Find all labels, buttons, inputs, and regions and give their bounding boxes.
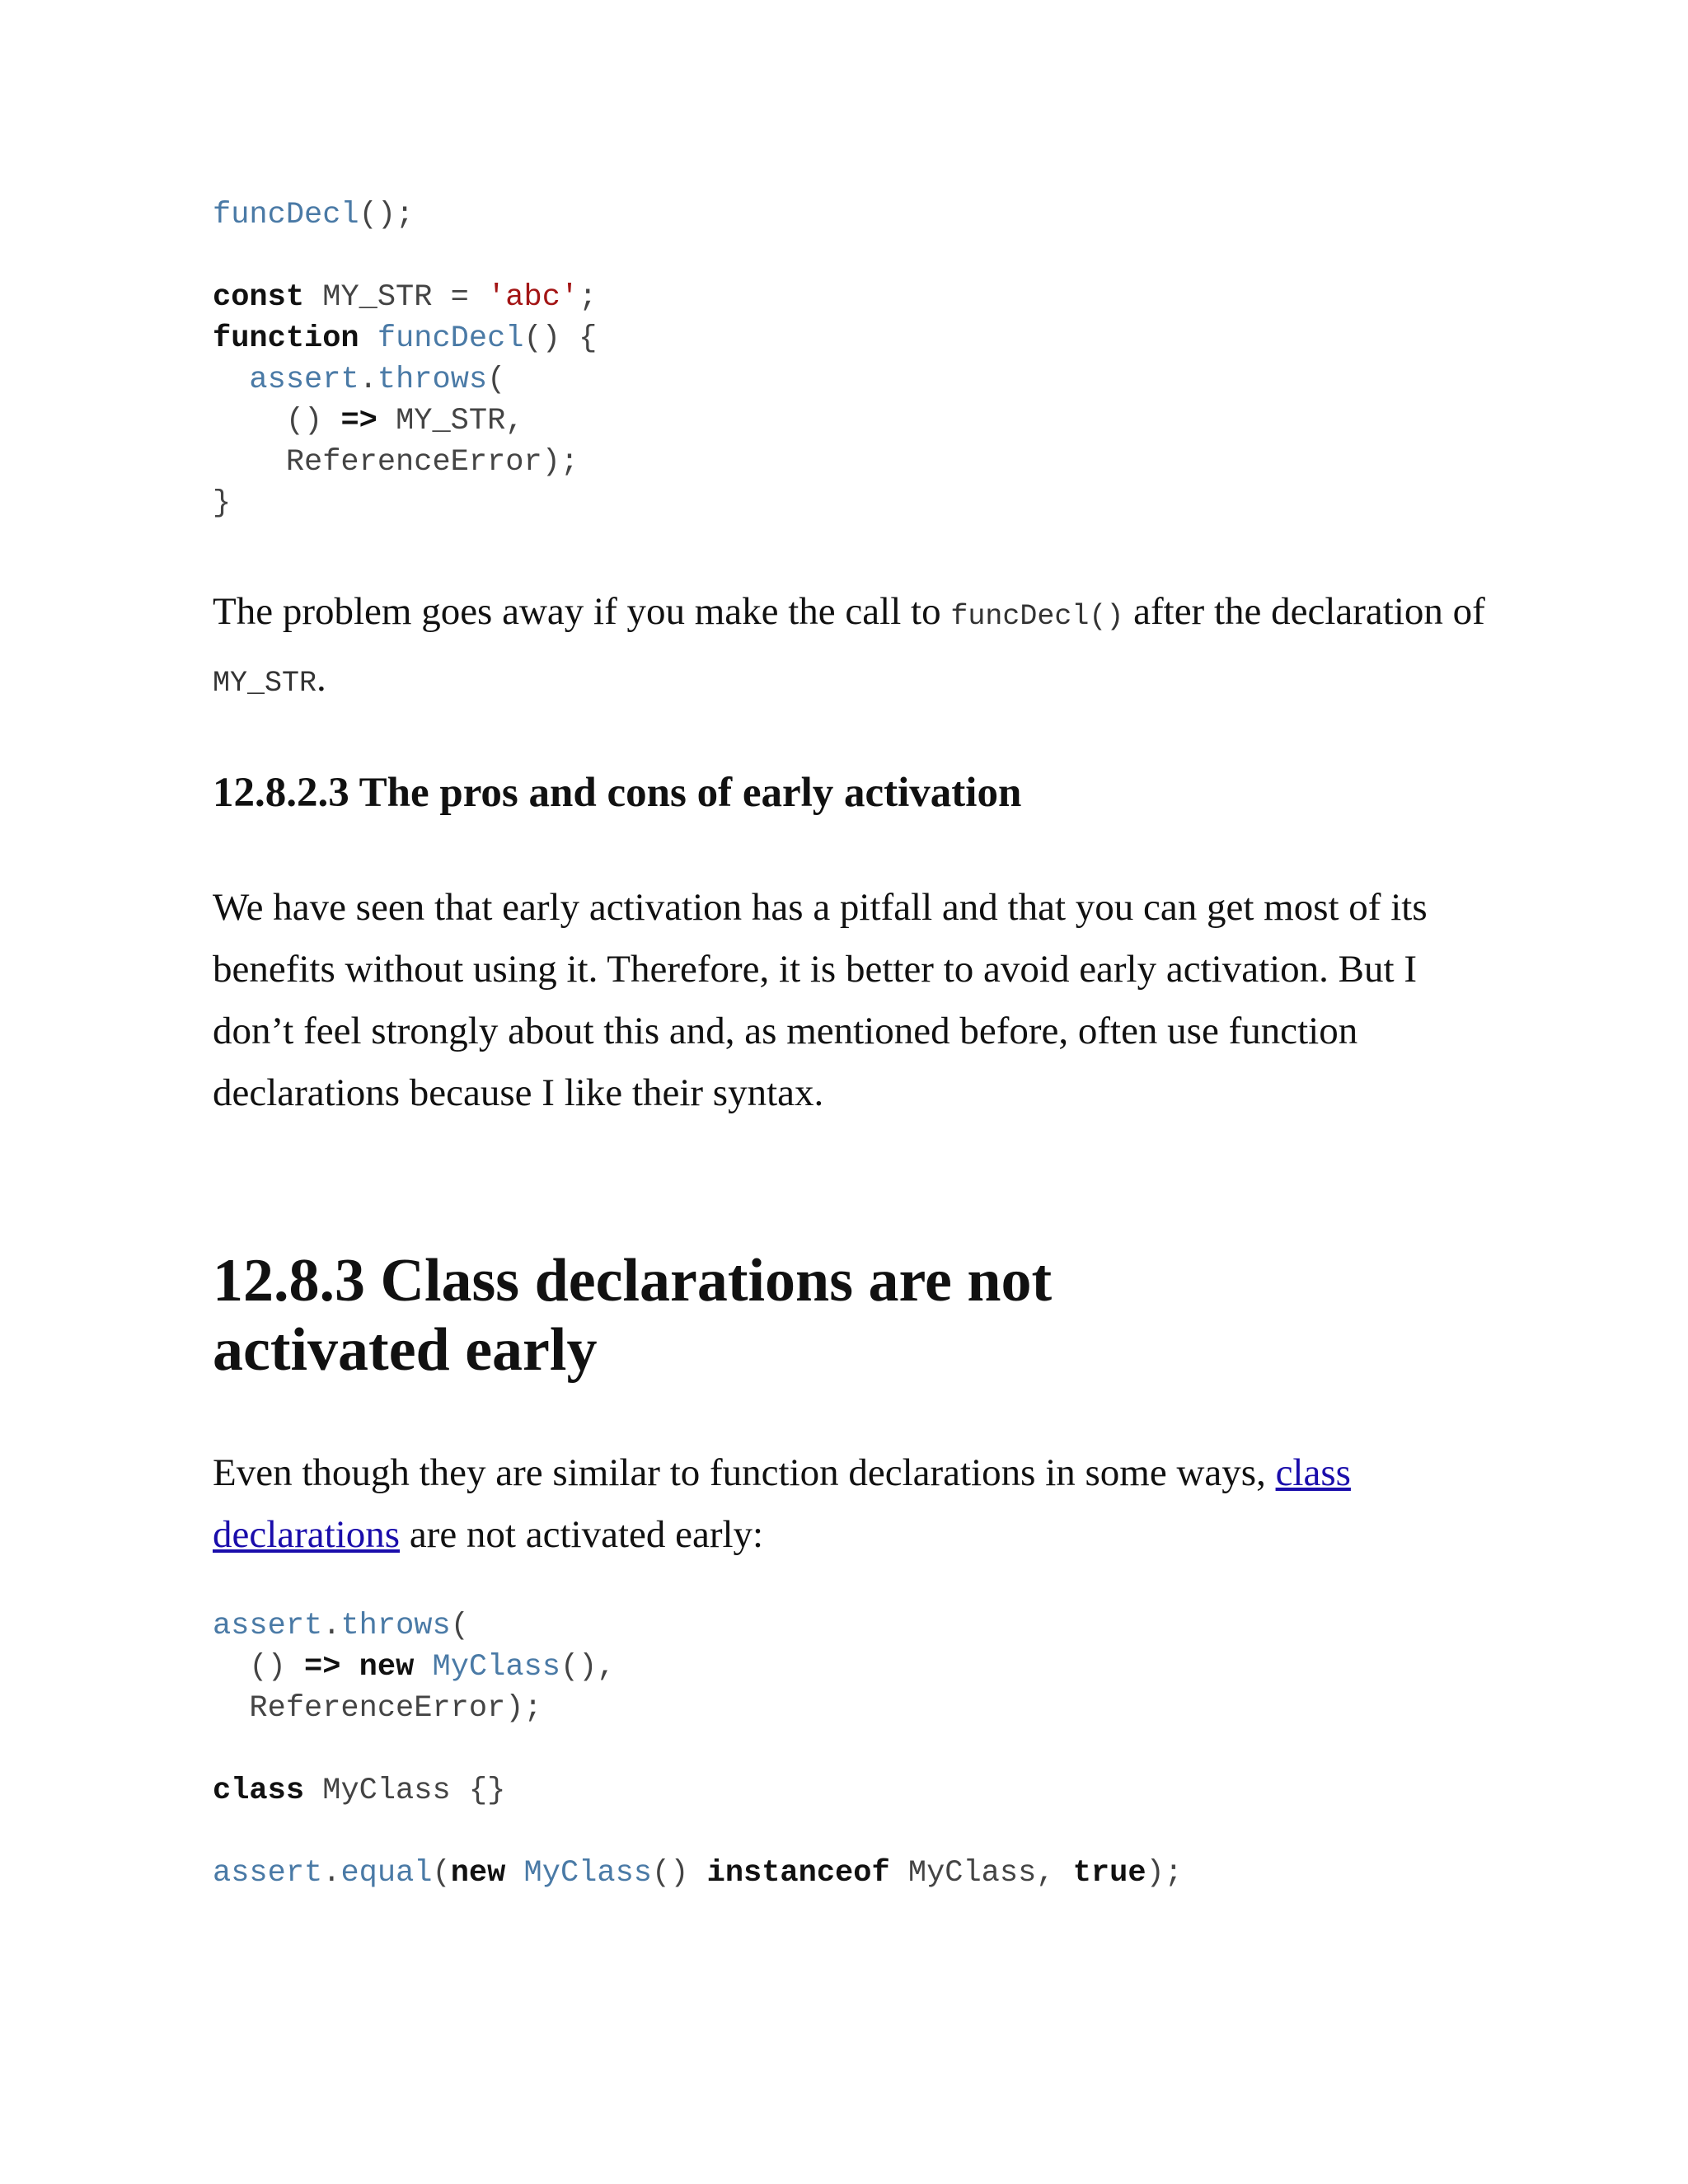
code-line bbox=[213, 318, 597, 359]
code-token: MY_STR = bbox=[304, 280, 488, 315]
code-token: } bbox=[213, 486, 232, 521]
code-token bbox=[340, 1650, 359, 1685]
paragraph-class-declarations bbox=[213, 1442, 1498, 1566]
code-token: ReferenceError); bbox=[213, 445, 579, 480]
code-line bbox=[213, 1729, 1183, 1770]
code-line bbox=[213, 401, 597, 442]
code-line bbox=[213, 359, 597, 401]
code-token: new bbox=[359, 1650, 415, 1685]
code-token: (); bbox=[359, 198, 415, 232]
paragraph-text: after the declaration of bbox=[1123, 590, 1485, 633]
code-line bbox=[213, 1811, 1183, 1853]
code-token: MY_STR, bbox=[377, 404, 524, 438]
code-token: MyClass bbox=[523, 1856, 652, 1891]
paragraph-text: Even though they are similar to function declarations in some ways, bbox=[213, 1451, 1276, 1494]
code-token: equal bbox=[340, 1856, 433, 1891]
code-line bbox=[213, 483, 597, 524]
code-token: ; bbox=[579, 280, 598, 315]
code-token: ( bbox=[450, 1609, 469, 1643]
code-token: class bbox=[213, 1774, 305, 1808]
code-line bbox=[213, 236, 597, 277]
code-line bbox=[213, 442, 597, 483]
code-token: . bbox=[322, 1609, 341, 1643]
code-token: throws bbox=[340, 1609, 451, 1643]
code-token: new bbox=[450, 1856, 506, 1891]
paragraph-text: . bbox=[316, 657, 326, 700]
code-token: . bbox=[359, 363, 377, 397]
code-token: ReferenceError); bbox=[213, 1691, 542, 1726]
code-token: (), bbox=[560, 1650, 616, 1685]
paragraph-problem bbox=[213, 581, 1498, 715]
code-line bbox=[213, 194, 597, 236]
paragraph-early-activation: We have seen that early activation has a pitfall and that you can get most of its benefits without using it. Therefore, it is better to avoid early activation. But I don’t feel strongly about this and, as mentioned before, often use function declarations because I like their syntax. bbox=[213, 886, 1428, 1114]
code-token: throws bbox=[377, 363, 488, 397]
code-token: => bbox=[340, 404, 377, 438]
class-declarations-link[interactable]: class declarations bbox=[213, 1451, 1351, 1556]
code-token: funcDecl bbox=[377, 321, 524, 356]
code-token: => bbox=[304, 1650, 341, 1685]
code-token: instanceof bbox=[706, 1856, 890, 1891]
code-token: () bbox=[213, 1650, 305, 1685]
code-line bbox=[213, 1605, 1183, 1647]
code-token bbox=[414, 1650, 432, 1685]
code-token: ); bbox=[1146, 1856, 1183, 1891]
code-token: assert bbox=[249, 363, 359, 397]
code-token: MyClass bbox=[432, 1650, 560, 1685]
code-token: funcDecl bbox=[213, 198, 359, 232]
code-token bbox=[359, 321, 377, 356]
code-line bbox=[213, 1647, 1183, 1688]
paragraph-text: are not activated early: bbox=[400, 1513, 764, 1556]
code-token: () bbox=[213, 404, 341, 438]
code-block-class-decl bbox=[213, 1605, 1183, 1894]
code-token bbox=[213, 363, 249, 397]
code-line bbox=[213, 277, 597, 318]
code-token bbox=[505, 1856, 523, 1891]
code-block-func-decl bbox=[213, 194, 597, 524]
code-line bbox=[213, 1853, 1183, 1894]
code-token: ( bbox=[487, 363, 506, 397]
code-token: () { bbox=[523, 321, 598, 356]
code-token: assert bbox=[213, 1609, 323, 1643]
code-token: () bbox=[651, 1856, 707, 1891]
code-line bbox=[213, 1770, 1183, 1811]
code-token: function bbox=[213, 321, 359, 356]
code-token: MyClass, bbox=[889, 1856, 1073, 1891]
section-heading-pros-cons: 12.8.2.3 The pros and cons of early activation bbox=[213, 770, 1022, 816]
code-token: const bbox=[213, 280, 305, 315]
code-token: . bbox=[322, 1856, 341, 1891]
code-token: true bbox=[1072, 1856, 1146, 1891]
code-line bbox=[213, 1688, 1183, 1729]
code-token: 'abc' bbox=[487, 280, 579, 315]
code-token: ( bbox=[432, 1856, 451, 1891]
paragraph-text: The problem goes away if you make the call to bbox=[213, 590, 951, 633]
inline-code-my-str: MY_STR bbox=[213, 667, 317, 700]
code-token: assert bbox=[213, 1856, 323, 1891]
section-heading-class-declarations: 12.8.3 Class declarations are not activated early bbox=[213, 1247, 1053, 1384]
code-token: MyClass {} bbox=[304, 1774, 506, 1808]
inline-code-funcdecl: funcDecl() bbox=[950, 600, 1124, 633]
